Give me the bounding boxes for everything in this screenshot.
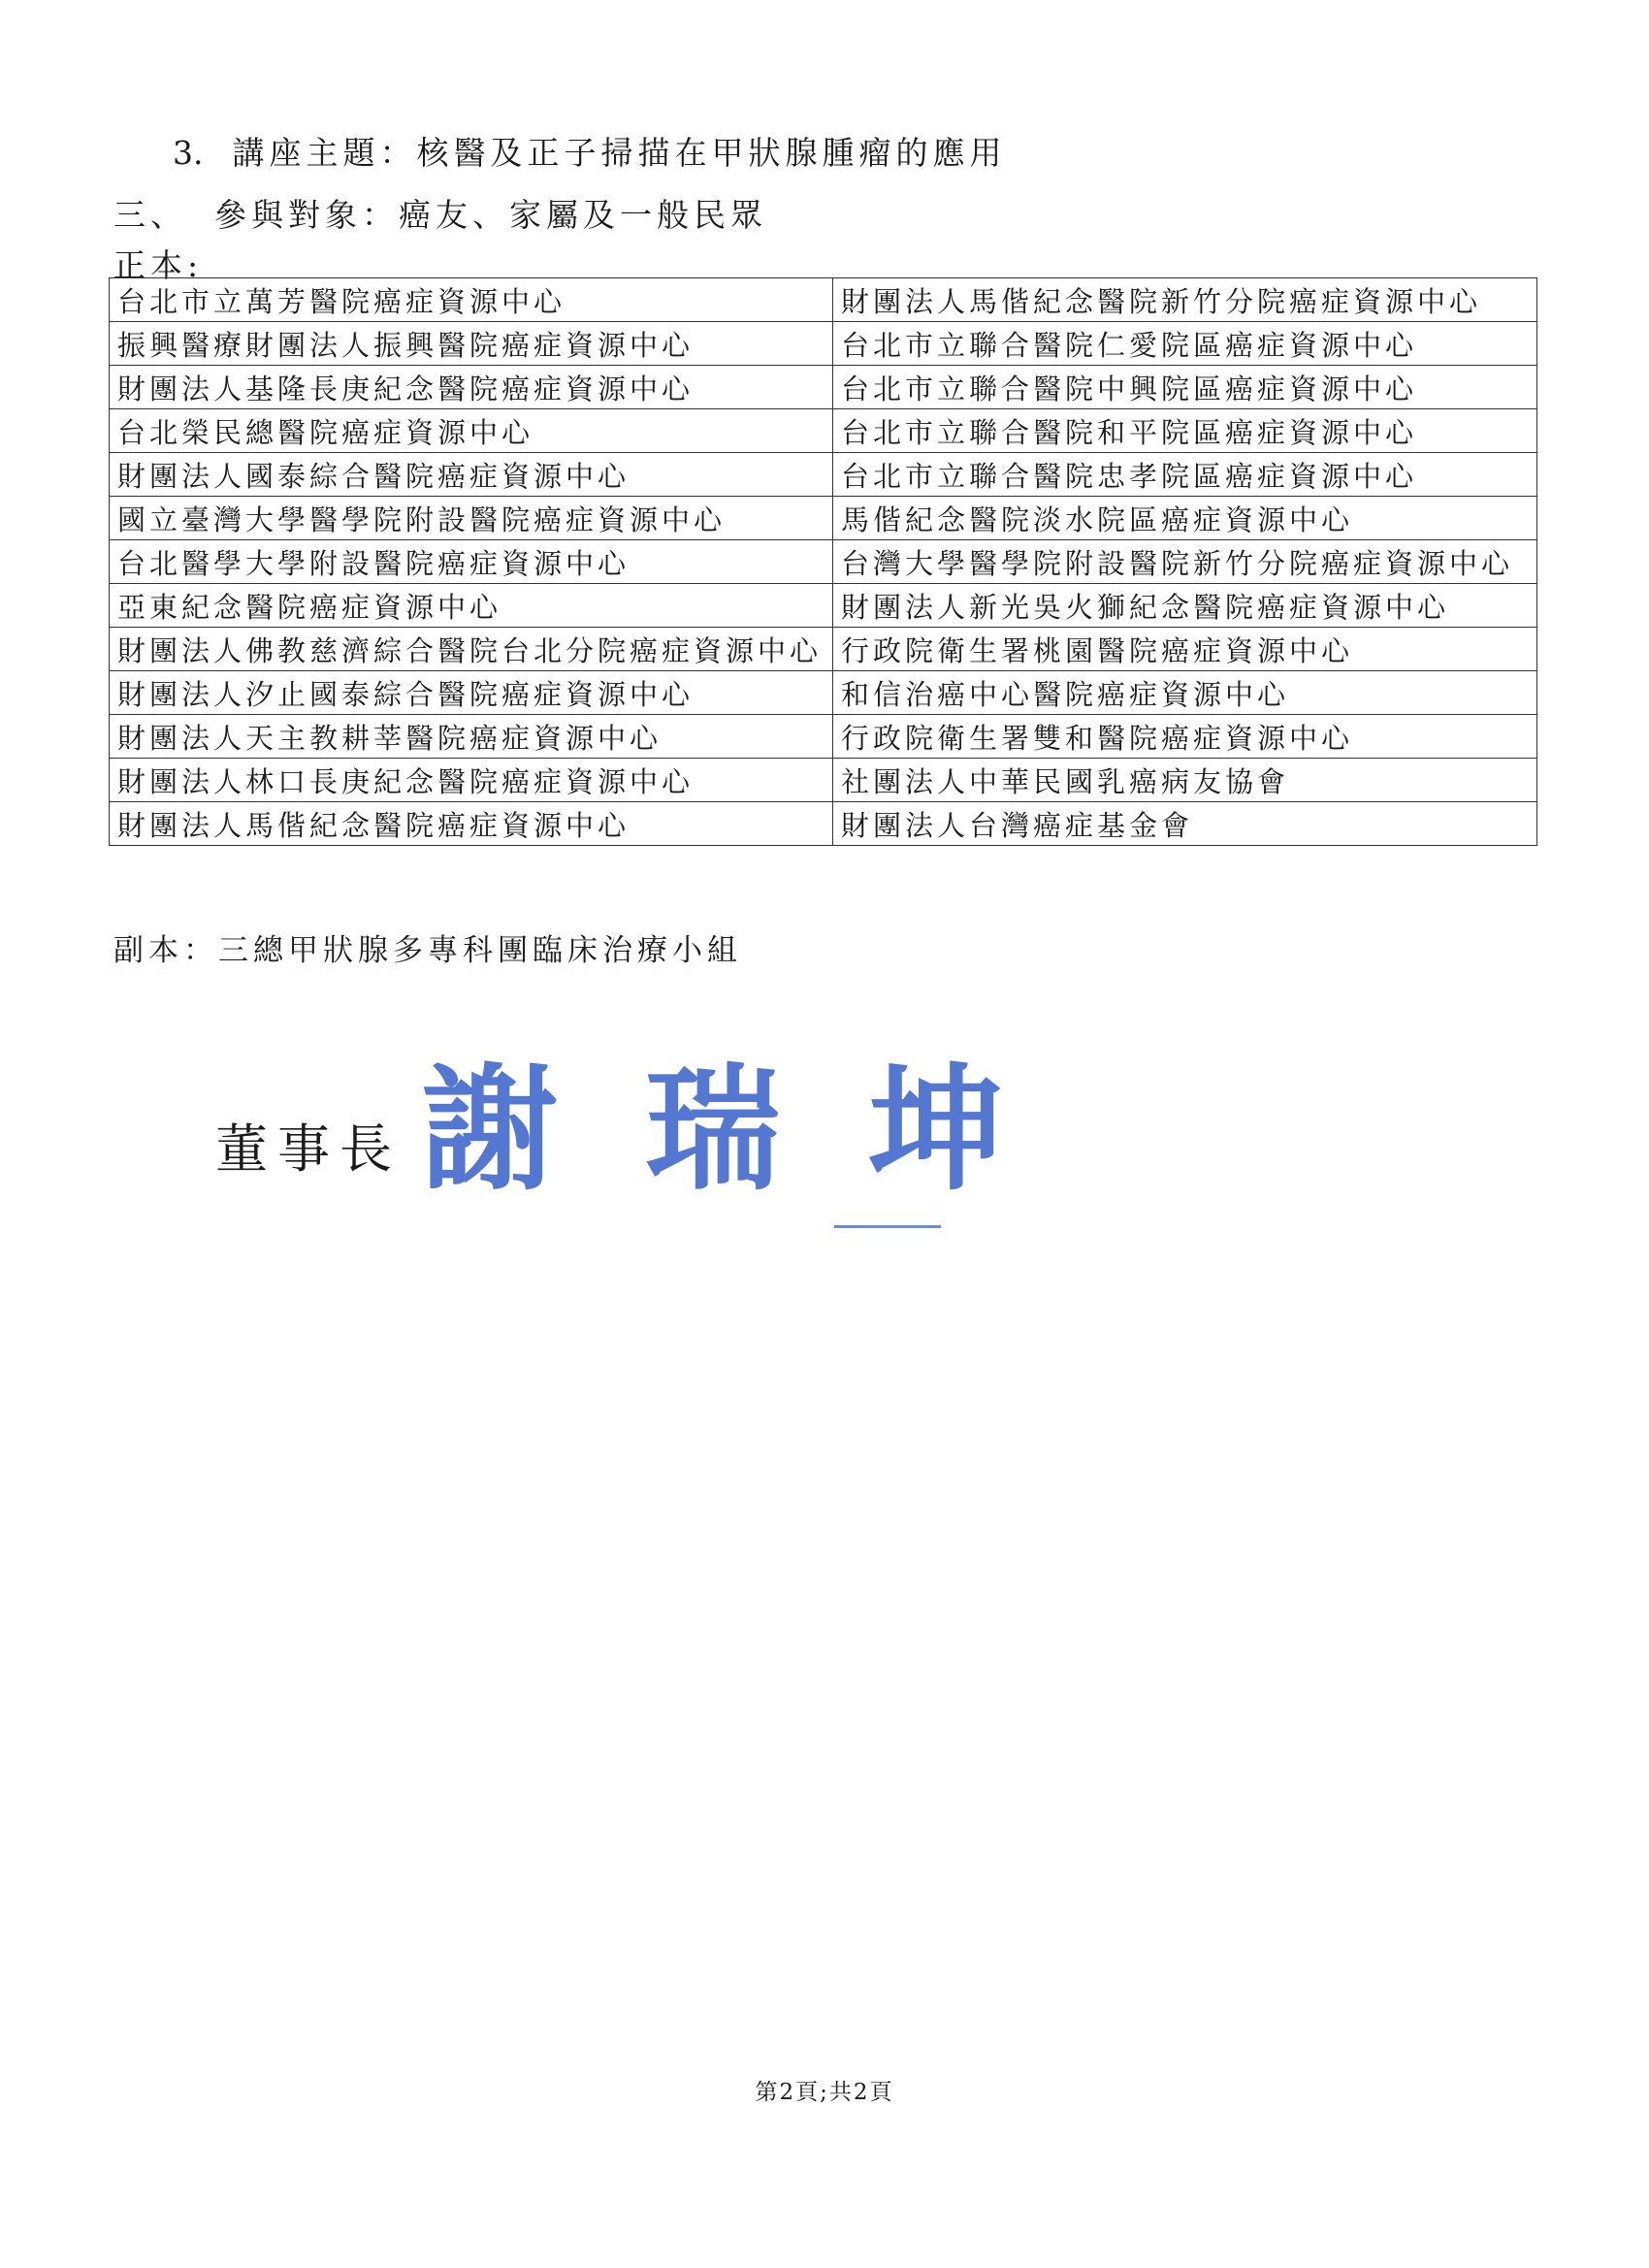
recipient-cell-right: 台北市立聯合醫院仁愛院區癌症資源中心 xyxy=(833,322,1537,366)
recipient-cell-right: 馬偕紀念醫院淡水院區癌症資源中心 xyxy=(833,497,1537,540)
section-participants xyxy=(113,190,767,236)
chairman-title: 董事長 xyxy=(215,1118,402,1180)
chairman-signature xyxy=(417,1053,1038,1247)
copy-recipients: 副本：三總甲狀腺多專科團臨床治療小組 xyxy=(113,933,742,968)
table-row xyxy=(110,366,1537,409)
agenda-item-3 xyxy=(173,128,1007,174)
recipient-cell-right: 行政院衛生署桃園醫院癌症資源中心 xyxy=(833,628,1537,671)
recipient-cell-left: 財團法人林口長庚紀念醫院癌症資源中心 xyxy=(110,759,833,802)
table-row xyxy=(110,322,1537,366)
agenda-item-text: 講座主題：核醫及正子掃描在甲狀腺腫瘤的應用 xyxy=(232,134,1007,172)
recipient-cell-left: 台北市立萬芳醫院癌症資源中心 xyxy=(110,278,833,322)
table-row xyxy=(110,671,1537,715)
recipient-cell-left: 國立臺灣大學醫學院附設醫院癌症資源中心 xyxy=(110,497,833,540)
recipient-cell-left: 財團法人天主教耕莘醫院癌症資源中心 xyxy=(110,715,833,759)
agenda-item-number: 3. xyxy=(173,134,204,172)
recipient-cell-left: 財團法人基隆長庚紀念醫院癌症資源中心 xyxy=(110,366,833,409)
recipient-cell-left: 台北醫學大學附設醫院癌症資源中心 xyxy=(110,540,833,584)
recipient-cell-right: 社團法人中華民國乳癌病友協會 xyxy=(833,759,1537,802)
recipients-table xyxy=(109,277,1537,846)
signature-char: 坤 xyxy=(868,1051,1005,1210)
table-row xyxy=(110,453,1537,497)
recipient-cell-left: 振興醫療財團法人振興醫院癌症資源中心 xyxy=(110,322,833,366)
table-row xyxy=(110,802,1537,846)
section-text: 參與對象：癌友、家屬及一般民眾 xyxy=(214,196,767,234)
table-row xyxy=(110,628,1537,671)
recipient-cell-right: 和信治癌中心醫院癌症資源中心 xyxy=(833,671,1537,715)
page-number: 第2頁;共2頁 xyxy=(755,2080,894,2105)
table-row xyxy=(110,584,1537,628)
table-row xyxy=(110,278,1537,322)
recipient-cell-right: 台北市立聯合醫院中興院區癌症資源中心 xyxy=(833,366,1537,409)
signature-char: 謝 xyxy=(422,1051,559,1210)
signature-char: 瑞 xyxy=(645,1051,782,1210)
recipient-cell-right: 財團法人台灣癌症基金會 xyxy=(833,802,1537,846)
recipient-cell-right: 財團法人馬偕紀念醫院新竹分院癌症資源中心 xyxy=(833,278,1537,322)
recipient-cell-left: 財團法人佛教慈濟綜合醫院台北分院癌症資源中心 xyxy=(110,628,833,671)
recipient-cell-right: 財團法人新光吳火獅紀念醫院癌症資源中心 xyxy=(833,584,1537,628)
table-row xyxy=(110,497,1537,540)
signature-underline xyxy=(834,1225,941,1228)
recipient-cell-left: 亞東紀念醫院癌症資源中心 xyxy=(110,584,833,628)
recipient-cell-right: 台北市立聯合醫院忠孝院區癌症資源中心 xyxy=(833,453,1537,497)
recipient-cell-left: 台北榮民總醫院癌症資源中心 xyxy=(110,409,833,453)
recipient-cell-right: 台北市立聯合醫院和平院區癌症資源中心 xyxy=(833,409,1537,453)
recipient-cell-left: 財團法人馬偕紀念醫院癌症資源中心 xyxy=(110,802,833,846)
original-recipients-label: 正本: xyxy=(113,246,204,284)
recipient-cell-right: 行政院衛生署雙和醫院癌症資源中心 xyxy=(833,715,1537,759)
recipient-cell-left: 財團法人汐止國泰綜合醫院癌症資源中心 xyxy=(110,671,833,715)
table-row xyxy=(110,409,1537,453)
recipient-cell-right: 台灣大學醫學院附設醫院新竹分院癌症資源中心 xyxy=(833,540,1537,584)
table-row xyxy=(110,759,1537,802)
recipient-cell-left: 財團法人國泰綜合醫院癌症資源中心 xyxy=(110,453,833,497)
table-row xyxy=(110,715,1537,759)
section-marker: 三、 xyxy=(113,196,187,234)
table-row xyxy=(110,540,1537,584)
